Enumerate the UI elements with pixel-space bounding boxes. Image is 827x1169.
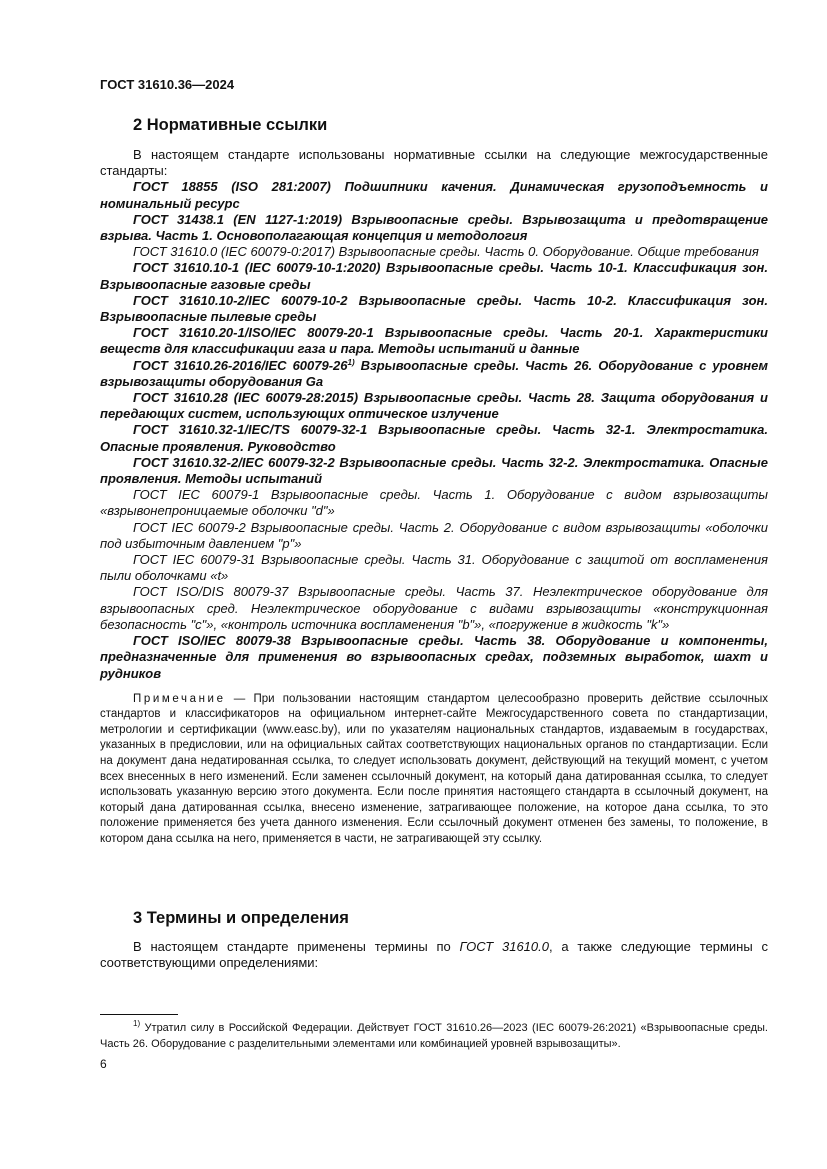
reference-item: ГОСТ 31610.28 (IEC 60079-28:2015) Взрывоопасные среды. Часть 28. Защита оборудования и передающих систем, использующих оптическое излучение: [100, 390, 768, 422]
section-2-title: 2 Нормативные ссылки: [133, 116, 328, 134]
section-2-intro: В настоящем стандарте использованы нормативные ссылки на следующие межгосударственные стандарты:: [100, 147, 768, 179]
footnote: [100, 1020, 768, 1052]
reference-item: ГОСТ 31438.1 (EN 1127-1:2019) Взрывоопасные среды. Взрывозащита и предотвращение взрыва. Часть 1. Основополагающая концепция и методология: [100, 211, 768, 244]
normative-references-body: [100, 147, 768, 848]
footnote-marker: 1): [347, 357, 355, 367]
reference-item: ГОСТ 31610.10-1 (IEC 60079-10-1:2020) Взрывоопасные среды. Часть 10-1. Классификация зон. Взрывоопасные газовые среды: [100, 260, 768, 292]
intro-text: В настоящем стандарте применены термины по: [133, 939, 460, 954]
reference-item: ГОСТ IEC 60079-1 Взрывоопасные среды. Часть 1. Оборудование с видом взрывозащиты «взрывонепроницаемые оболочки "d"»: [100, 487, 768, 519]
footnote-marker: 1): [133, 1019, 141, 1028]
reference-item: ГОСТ 31610.10-2/IEC 60079-10-2 Взрывоопасные среды. Часть 10-2. Классификация зон. Взрывоопасные пылевые среды: [100, 292, 768, 325]
document-header: ГОСТ 31610.36—2024: [100, 77, 235, 92]
reference-item: ГОСТ 31610.32-1/IEC/TS 60079-32-1 Взрывоопасные среды. Часть 32-1. Электростатика. Опасные проявления. Руководство: [100, 422, 768, 454]
reference-item: ГОСТ ISO/DIS 80079-37 Взрывоопасные среды. Часть 37. Неэлектрическое оборудование для взрывоопасных сред. Неэлектрическое оборудование с видами взрывозащиты «конструкционная безопасность "c"», «контроль источника воспламенения "b"», «погружение в жидкость "k"»: [100, 584, 768, 632]
note-text: — При пользовании настоящим стандартом целесообразно проверить действие ссылочных стандартов и классификаторов на официальном интернет-сайте Межгосударственного совета по стандартизации, метрологии и сертификации (www.easc.by), или по указателям национальных стандартов, издаваемым в государствах, указанных в предисловии, или на официальных сайтах соответствующих национальных органов по стандартизации. Если на документ дана недатированная ссылка, то следует использовать документ, действующий на текущий момент, с учетом всех внесенных в него изменений. Если заменен ссылочный документ, на который дана датированная ссылка, то следует использовать указанную версию этого документа. Если после принятия настоящего стандарта в ссылочный документ, на который дана датированная ссылка, внесено изменение, затрагивающее положение, на которое дана ссылка, то это положение применяется без учета данного изменения. Если ссылочный документ отменен без замены, то положение, в котором дана ссылка на него, применяется в части, не затрагивающей эту ссылку.: [100, 692, 768, 846]
reference-item: ГОСТ ISO/IEC 80079-38 Взрывоопасные среды. Часть 38. Оборудование и компоненты, предназначенные для применения во взрывоопасных средах, подземных выработок, шахт и рудников: [100, 633, 768, 681]
note-label: Примечание: [133, 692, 226, 705]
reference-title: Взрывоопасные среды. Часть 26. Оборудование с уровнем взрывозащиты оборудования Ga: [100, 357, 768, 389]
reference-code: ГОСТ 31610.26-2016/IEC 60079-26: [133, 357, 348, 373]
reference-item: ГОСТ 31610.20-1/ISO/IEC 80079-20-1 Взрывоопасные среды. Часть 20-1. Характеристики веществ для классификации газа и пара. Методы испытаний и данные: [100, 325, 768, 357]
reference-item: ГОСТ 31610.0 (IEC 60079-0:2017) Взрывоопасные среды. Часть 0. Оборудование. Общие требования: [133, 244, 759, 260]
reference-item: ГОСТ 31610.32-2/IEC 60079-32-2 Взрывоопасные среды. Часть 32-2. Электростатика. Опасные проявления. Методы испытаний: [100, 454, 768, 487]
footnote-text: Утратил силу в Российской Федерации. Действует ГОСТ 31610.26—2023 (IEC 60079-26:2021) «Взрывоопасные среды. Часть 26. Оборудование с разделительными элементами или комбинацией уровней взрывозащиты».: [100, 1022, 768, 1050]
terms-body: [100, 939, 768, 971]
reference-item: ГОСТ IEC 60079-2 Взрывоопасные среды. Часть 2. Оборудование с видом взрывозащиты «оболочки под избыточным давлением "p"»: [100, 519, 768, 551]
section-3-intro: [100, 939, 768, 971]
intro-reference: ГОСТ 31610.0: [459, 939, 549, 954]
section-3-title: 3 Термины и определения: [133, 909, 349, 927]
reference-item: ГОСТ 18855 (ISO 281:2007) Подшипники качения. Динамическая грузоподъемность и номинальный ресурс: [100, 179, 768, 211]
section-2-note: [100, 692, 768, 848]
reference-item: ГОСТ IEC 60079-31 Взрывоопасные среды. Часть 31. Оборудование с защитой от воспламенения пыли оболочками «t»: [100, 552, 768, 584]
page-number: 6: [100, 1057, 107, 1071]
footnote-divider: [100, 1014, 178, 1015]
intro-text: , а также следующие термины с соответствующими определениями:: [100, 939, 768, 971]
reference-item: [100, 358, 768, 390]
